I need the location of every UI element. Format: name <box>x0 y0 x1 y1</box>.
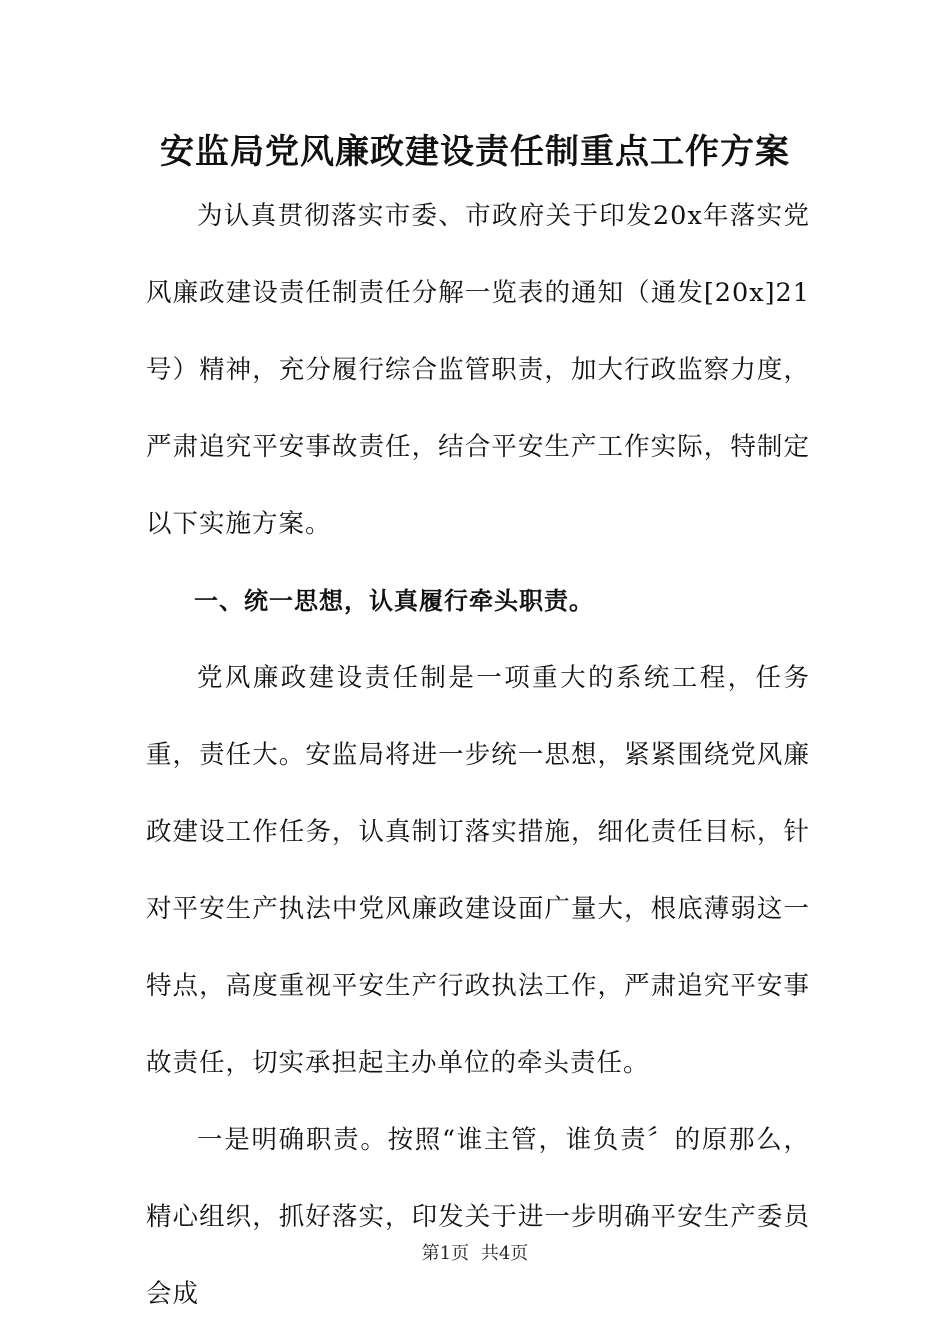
page-number: 第1页 <box>421 1243 470 1264</box>
page-footer <box>0 1240 950 1268</box>
paragraph-section-1: 党风廉政建设责任制是一项重大的系统工程，任务重，责任大。安监局将进一步统一思想，紧紧围绕党风廉政建设工作任务，认真制订落实措施，细化责任目标，针对平安生产执法中党风廉政建设面广量大，根底薄弱这一特点，高度重视平安生产行政执法工作，严肃追究平安事故责任，切实承担起主办单位的牵头责任。 <box>146 663 810 1078</box>
paragraph-intro: 为认真贯彻落实市委、市政府关于印发20x年落实党风廉政建设责任制责任分解一览表的通知（通发[20x]21号）精神，充分履行综合监管职责，加大行政监察力度，严肃追究平安事故责任，结合平安生产工作实际，特制定以下实施方案。 <box>146 201 810 539</box>
paragraph-point-1: 一是明确职责。按照“谁主管，谁负责〞的原那么，精心组织，抓好落实，印发关于进一步明确平安生产委员会成 <box>146 1125 810 1309</box>
section-heading-1: 一、统一思想，认真履行牵头职责。 <box>194 587 594 615</box>
document-body <box>146 178 810 1333</box>
page-title: 安监局党风廉政建设责任制重点工作方案 <box>160 132 790 172</box>
page-total: 共4页 <box>480 1243 529 1264</box>
